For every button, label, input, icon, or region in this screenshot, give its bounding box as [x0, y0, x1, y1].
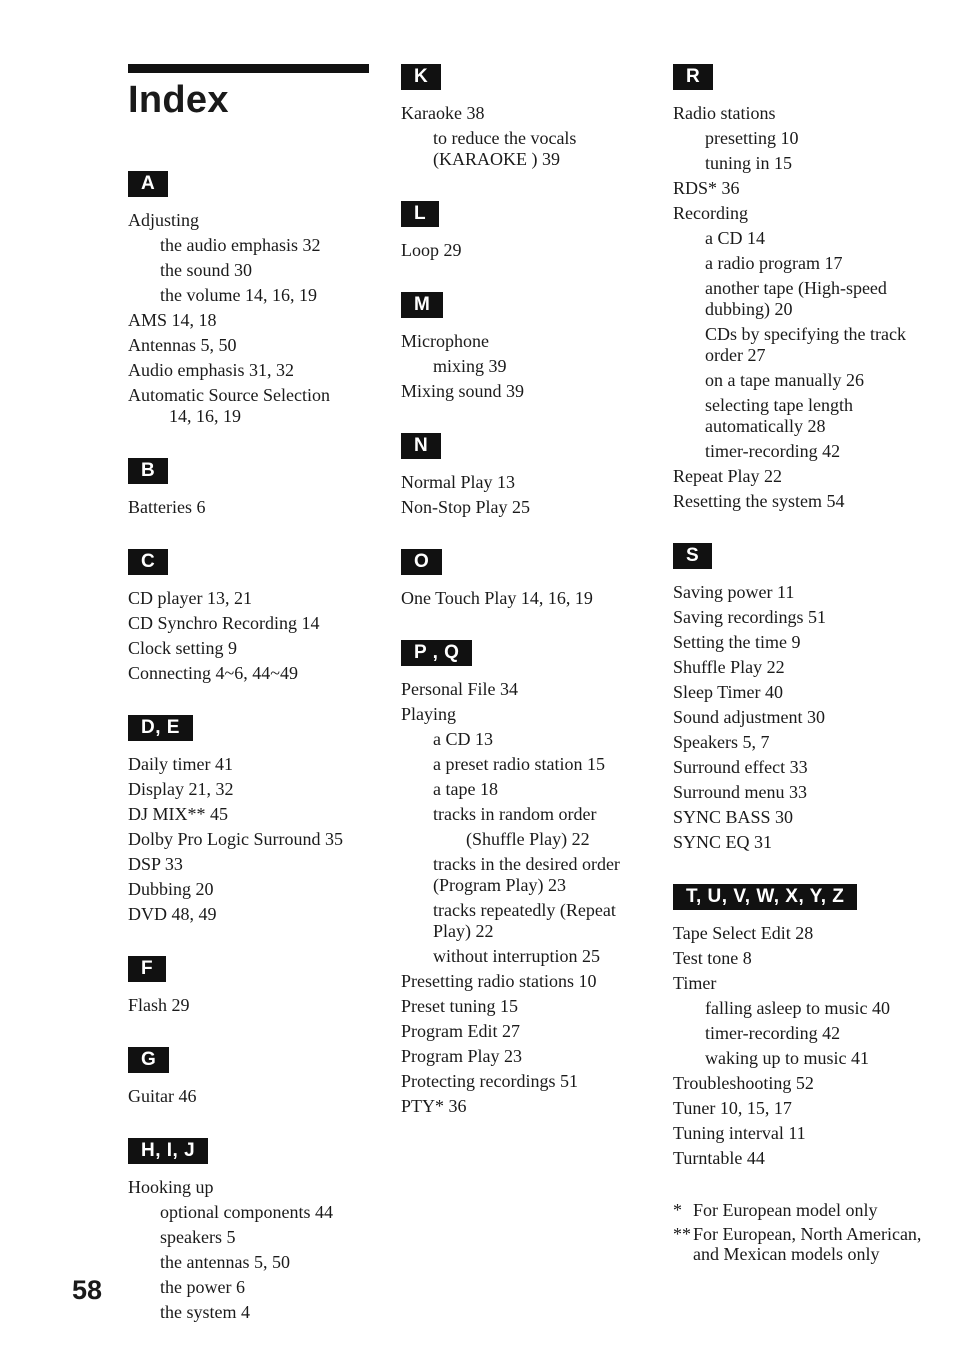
index-entry [401, 677, 651, 702]
index-entry [673, 201, 935, 226]
index-section [401, 433, 651, 520]
footnote-mark: * [673, 1200, 682, 1220]
column-sections [128, 171, 378, 1325]
index-entry [128, 752, 378, 777]
index-entry [673, 1021, 935, 1046]
entry-text: Preset tuning 15 [401, 996, 518, 1016]
section-letter-heading: F [128, 956, 166, 982]
entry-text: a radio program 17 [705, 253, 843, 273]
section-letter-heading: S [673, 543, 712, 569]
entry-text: Timer [673, 973, 717, 993]
index-entry [128, 1250, 378, 1275]
entry-text: Setting the time 9 [673, 632, 801, 652]
index-entry [673, 805, 935, 830]
index-entry [401, 1094, 651, 1119]
index-section [128, 549, 378, 686]
index-entry [128, 333, 378, 358]
entry-text: Antennas 5, 50 [128, 335, 237, 355]
entry-text: waking up to music 41 [705, 1048, 869, 1068]
index-entry [401, 379, 651, 404]
index-entry [128, 827, 378, 852]
entry-text: to reduce the vocals (KARAOKE ) 39 [433, 128, 577, 169]
entry-text: Dubbing 20 [128, 879, 214, 899]
entry-continuation: 14, 16, 19 [169, 406, 241, 426]
index-entry [128, 852, 378, 877]
index-entry [401, 1044, 651, 1069]
index-entry [401, 495, 651, 520]
index-entry [128, 777, 378, 802]
entry-text: without interruption 25 [433, 946, 600, 966]
entry-text: speakers 5 [160, 1227, 236, 1247]
entry-text: Saving recordings 51 [673, 607, 826, 627]
index-entry [128, 258, 378, 283]
section-letter-heading: P , Q [401, 640, 472, 666]
index-entry [401, 101, 651, 126]
index-entry [401, 1019, 651, 1044]
entry-text: AMS 14, 18 [128, 310, 217, 330]
index-entry [673, 226, 935, 251]
index-section [128, 715, 378, 927]
section-letter-heading: T, U, V, W, X, Y, Z [673, 884, 857, 910]
entry-text: CD player 13, 21 [128, 588, 252, 608]
index-entry [401, 586, 651, 611]
entry-text: Dolby Pro Logic Surround 35 [128, 829, 343, 849]
index-entry [401, 1069, 651, 1094]
entry-text: SYNC EQ 31 [673, 832, 773, 852]
index-entry [673, 439, 935, 464]
index-entry [128, 383, 378, 429]
index-entry [673, 464, 935, 489]
entry-text: optional components 44 [160, 1202, 333, 1222]
entry-text: Surround effect 33 [673, 757, 808, 777]
index-entry [128, 586, 378, 611]
index-entry [673, 322, 935, 368]
page-number: 58 [72, 1275, 103, 1305]
index-section [128, 458, 378, 520]
index-entry [401, 354, 651, 379]
entry-text: Turntable 44 [673, 1148, 765, 1168]
index-entry [128, 1300, 378, 1325]
index-entry [401, 944, 651, 969]
entry-text: DVD 48, 49 [128, 904, 217, 924]
index-entry [401, 898, 651, 944]
entry-text: a tape 18 [433, 779, 498, 799]
index-entry [401, 852, 651, 898]
entry-text: Tuning interval 11 [673, 1123, 806, 1143]
entry-text: DJ MIX** 45 [128, 804, 229, 824]
entry-text: Loop 29 [401, 240, 462, 260]
index-entry [673, 971, 935, 996]
index-entry [128, 1175, 378, 1200]
index-entry [673, 655, 935, 680]
index-entry [673, 1146, 935, 1171]
index-entry [401, 126, 651, 172]
entry-text: falling asleep to music 40 [705, 998, 890, 1018]
entry-text: One Touch Play 14, 16, 19 [401, 588, 593, 608]
index-entry [128, 495, 378, 520]
index-entry [128, 902, 378, 927]
index-entry [673, 276, 935, 322]
index-section [401, 292, 651, 404]
entry-text: the antennas 5, 50 [160, 1252, 290, 1272]
index-column-2 [401, 64, 651, 1148]
entry-text: Karaoke 38 [401, 103, 485, 123]
entry-text: Program Edit 27 [401, 1021, 520, 1041]
index-entry [673, 1121, 935, 1146]
entry-text: Test tone 8 [673, 948, 752, 968]
section-letter-heading: N [401, 433, 441, 459]
index-entry [673, 830, 935, 855]
footnote [673, 1224, 935, 1264]
index-entry [673, 1096, 935, 1121]
column-sections [401, 64, 651, 1119]
footnotes [673, 1200, 935, 1264]
index-entry [673, 489, 935, 514]
index-entry [673, 946, 935, 971]
section-letter-heading: B [128, 458, 168, 484]
section-letter-heading: K [401, 64, 441, 90]
entry-text: a preset radio station 15 [433, 754, 605, 774]
entry-text: Recording [673, 203, 748, 223]
section-letter-heading: O [401, 549, 442, 575]
index-entry [673, 101, 935, 126]
index-entry [673, 580, 935, 605]
entry-text: Guitar 46 [128, 1086, 197, 1106]
index-section [401, 201, 651, 263]
entry-text: Hooking up [128, 1177, 214, 1197]
index-entry [128, 358, 378, 383]
section-letter-heading: H, I, J [128, 1138, 208, 1164]
index-entry [673, 755, 935, 780]
index-entry [401, 238, 651, 263]
index-entry [673, 730, 935, 755]
entry-text: tracks repeatedly (Repeat Play) 22 [433, 900, 616, 941]
section-letter-heading: R [673, 64, 713, 90]
entry-text: Program Play 23 [401, 1046, 522, 1066]
entry-text: Flash 29 [128, 995, 190, 1015]
entry-text: (Shuffle Play) 22 [466, 829, 590, 849]
entry-text: Tuner 10, 15, 17 [673, 1098, 792, 1118]
index-entry [673, 126, 935, 151]
index-entry [673, 368, 935, 393]
entry-text: Sound adjustment 30 [673, 707, 825, 727]
index-entry [401, 752, 651, 777]
index-entry [128, 1275, 378, 1300]
index-section [401, 64, 651, 172]
entry-text: Audio emphasis 31, 32 [128, 360, 294, 380]
entry-text: the power 6 [160, 1277, 245, 1297]
index-entry [401, 702, 651, 727]
index-entry [673, 705, 935, 730]
entry-text: on a tape manually 26 [705, 370, 864, 390]
index-entry [401, 969, 651, 994]
index-entry [401, 994, 651, 1019]
index-column-3 [673, 64, 935, 1268]
index-entry [128, 1084, 378, 1109]
index-entry [673, 251, 935, 276]
entry-text: DSP 33 [128, 854, 183, 874]
entry-text: Surround menu 33 [673, 782, 807, 802]
entry-text: Sleep Timer 40 [673, 682, 784, 702]
index-entry [128, 802, 378, 827]
index-entry [673, 780, 935, 805]
entry-text: Daily timer 41 [128, 754, 233, 774]
index-section [673, 543, 935, 855]
section-letter-heading: A [128, 171, 168, 197]
index-entry [673, 176, 935, 201]
entry-text: Personal File 34 [401, 679, 518, 699]
entry-text: timer-recording 42 [705, 441, 841, 461]
entry-text: RDS* 36 [673, 178, 740, 198]
entry-text: CDs by specifying the track order 27 [705, 324, 906, 365]
entry-text: a CD 13 [433, 729, 493, 749]
entry-text: Shuffle Play 22 [673, 657, 785, 677]
footnote [673, 1200, 935, 1220]
entry-text: Normal Play 13 [401, 472, 515, 492]
index-section [673, 64, 935, 514]
entry-text: the sound 30 [160, 260, 252, 280]
entry-text: tracks in random order [433, 804, 597, 824]
index-entry [673, 680, 935, 705]
index-section [401, 549, 651, 611]
index-entry [673, 1071, 935, 1096]
index-section [673, 884, 935, 1171]
footnote-text: For European, North American, and Mexican models only [693, 1224, 922, 1264]
section-letter-heading: M [401, 292, 443, 318]
entry-text: Saving power 11 [673, 582, 795, 602]
index-entry [401, 802, 651, 827]
index-column-1 [128, 64, 378, 1354]
entry-text: SYNC BASS 30 [673, 807, 794, 827]
entry-text: tracks in the desired order (Program Play) 23 [433, 854, 620, 895]
index-section [128, 956, 378, 1018]
column-sections [673, 64, 935, 1171]
entry-text: timer-recording 42 [705, 1023, 841, 1043]
entry-text: mixing 39 [433, 356, 507, 376]
entry-text: Connecting 4~6, 44~49 [128, 663, 298, 683]
entry-text: PTY* 36 [401, 1096, 467, 1116]
entry-text: the audio emphasis 32 [160, 235, 321, 255]
index-entry [673, 996, 935, 1021]
title-rule [128, 64, 369, 73]
index-section [128, 171, 378, 429]
index-section [128, 1047, 378, 1109]
index-entry [673, 605, 935, 630]
entry-text: Automatic Source Selection [128, 385, 330, 405]
index-entry [128, 661, 378, 686]
entry-text: Non-Stop Play 25 [401, 497, 531, 517]
section-letter-heading: C [128, 549, 168, 575]
entry-text: Repeat Play 22 [673, 466, 782, 486]
entry-text: Display 21, 32 [128, 779, 234, 799]
page-title: Index [128, 79, 229, 121]
entry-text: Clock setting 9 [128, 638, 237, 658]
entry-text: Resetting the system 54 [673, 491, 845, 511]
index-entry [128, 1200, 378, 1225]
index-entry [673, 921, 935, 946]
entry-text: Mixing sound 39 [401, 381, 525, 401]
index-section [128, 1138, 378, 1325]
index-entry [673, 151, 935, 176]
entry-text: Playing [401, 704, 457, 724]
index-entry [673, 1046, 935, 1071]
index-entry [401, 470, 651, 495]
entry-text: Presetting radio stations 10 [401, 971, 597, 991]
entry-text: tuning in 15 [705, 153, 793, 173]
index-entry [401, 727, 651, 752]
index-entry [128, 1225, 378, 1250]
index-entry [128, 636, 378, 661]
index-entry [128, 233, 378, 258]
footnote-text: For European model only [693, 1200, 878, 1220]
index-entry [128, 611, 378, 636]
index-entry [401, 329, 651, 354]
entry-text: another tape (High-speed dubbing) 20 [705, 278, 887, 319]
index-section [401, 640, 651, 1119]
entry-text: CD Synchro Recording 14 [128, 613, 320, 633]
section-letter-heading: L [401, 201, 439, 227]
entry-text: Adjusting [128, 210, 200, 230]
entry-text: the volume 14, 16, 19 [160, 285, 317, 305]
footnote-mark: ** [673, 1224, 691, 1244]
entry-text: Protecting recordings 51 [401, 1071, 578, 1091]
entry-text: Microphone [401, 331, 489, 351]
index-entry [128, 208, 378, 233]
entry-text: the system 4 [160, 1302, 250, 1322]
entry-text: Troubleshooting 52 [673, 1073, 814, 1093]
entry-text: Speakers 5, 7 [673, 732, 770, 752]
section-letter-heading: G [128, 1047, 169, 1073]
section-letter-heading: D, E [128, 715, 193, 741]
index-entry [401, 777, 651, 802]
index-entry [128, 877, 378, 902]
entry-text: selecting tape length automatically 28 [705, 395, 853, 436]
index-entry [128, 283, 378, 308]
entry-text: Radio stations [673, 103, 776, 123]
index-entry [128, 993, 378, 1018]
entry-text: Tape Select Edit 28 [673, 923, 814, 943]
entry-text: a CD 14 [705, 228, 765, 248]
index-entry [128, 308, 378, 333]
index-entry [673, 630, 935, 655]
entry-text: presetting 10 [705, 128, 799, 148]
index-entry [673, 393, 935, 439]
index-entry [401, 827, 651, 852]
entry-text: Batteries 6 [128, 497, 206, 517]
